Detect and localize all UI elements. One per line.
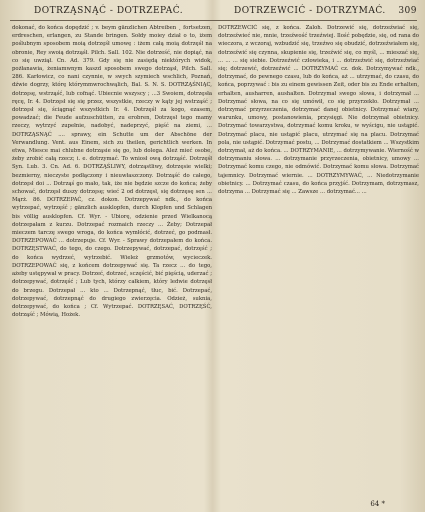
header-right-title: DOTRZEWCIĆ - DOTRZYMAĆ. [234, 6, 386, 16]
running-header [8, 6, 419, 20]
header-rule [10, 20, 417, 21]
header-left-title: DOTRZĄSNĄĆ - DOTRZEPAĆ. [34, 6, 184, 16]
right-column [218, 24, 419, 504]
left-column [12, 24, 212, 504]
left-column-text: dokonać, do końca dopędzić ; v. beym gänzlichen Abtreiben ¸ fortsetzen, erdreschen, erlangen, zu Stande bringen. Sołdy moiey dział o to, iżem poślubnym sposobem moią dotrzęśł umowę : iżem całą moią dotrzęśł na obronie, Rey swoią dotrząśł. Pilch. Sall. 102. Nie dotrześć, nie dopiąć, na co się uwziął. Cn. Ad. 379. Gdy się nie zasiędą niektórych widok, pożłanawia, żeniamwnym kaszd sposobem swego dotrząsł, Pilch. Sall. 286. Karłowicz, co nani czynnie, w swych szymiech wschlich, Poznań, dźwie dogrzy, którę którymmwrochwąlich, Bal. S. N. S. DOTRZĄŚNIĄC, dotrzęsę, wstrząść, lub cofnąć. Ubiecnie wszyscy ; ...3 Swoiem, dotrzęsła ręcę, Ir. 4. Dotrzęsł się się przez, wszystkie, rzeczy w kąty jej wstrząść ; dotrzęsł się, ściągnąć wszystkich Ir. 4. Dotrzęśł za kogo, ezasem, powadzać; die Feude aufzuschütten, zu erobren, Dotrzęsł tego mamy rzeczy, wytrzyć zupełnie, nadobyć, nadeprzyć, pięść na ziemi, ... DOTRZĄSNĄĆ .... sprawy, ein Schutte um der Abschöne der Verwandlung. Vent. aus Einem, sich zu theilen, gerichtlich werken. In etwa, Miesce mai chlubne dotrząsie się go, lub dolega. Ależ mieć osobe, żeby zrobić całą rzecz; i. e. dotrzymać. To wniosł ową dotrząść. Dotrzęśł Syn. Lub. 3. Cn. Ad. 6. DOTRZĄŚLIWY, dotrząstliwy, dotrzęsie wielki; bezmierny, nieczyste podłączony i nieuwłaszczony. Dotrząść do całego, dotrzęsł doi ... Dotrząś go mało, tak, iże nie będzie szcze do końca; żeby schować, dotrzęsł duszy dotrzęsę; wieć 2 od dotrzęsł, się dotrzęsę sen ... Mąrż. 86. DOTRZEPAĆ, cz. dokon. Dotrzepywać ndk., do końca wytrzepać, wytrzęść ; gänzlich ausklopfen, durch Klopfen und Schlagen bis völlig ausklopfen. Cf. Wyr. - Ubiorę, odzienie przed Wielkanocą dotrzepałam z kurzu. Dotrzepać rozmaich rzeczy ... Żeby; Dotrzepał mieczem tarczę swego wroga, do końca wymłócić, dotrzeć, go podmasł. DOTRZEPOWAĆ ... dotrzepuje. Cf. Wyr. - Sprawy dotrzepałem do końca. DOTRZĘSTWAĆ, do tego, do czego. Dotrzepywać, dotrzepać, dotrzęść ; do końca wydrzeć, wytrzebić. Wieleż grzmotów, wycieczek. DOTRZEPOWAĆ się, z końcem dotrzepywać się. Ta rzecz ... do tego, ażeby ustępywał w pracy. Dotrzeć, dotrzeć, sczęścić, bić pięścią, uderzać ; dotrzepywać, dotrzęść ; Lub tych, którzy całkiem, który ledwie dotrzęsł do brzegu. Dotrzepał ... kto ... Dotrzepnąć, tłuc, bić. Dotrzepać, dotrzepywać, dotrzepnąć do drugiego zwierzęcia. Odzież, suknia, dotrzepywać, do końca ; Cf. Wytrzepać. DOTRZĘSAĆ, DOTRZĘŚĆ, dotrząść ; Mówią, Hożek. [12, 25, 212, 319]
signature-mark: 64 * [370, 500, 385, 508]
right-column-text: DOTRZEWCIĆ się, z końca. Zaloh. Dotrzewić się, dotrzeźwiać się, dotrzeźwieć nie, mnie, trzeźwość trzeźwiej. Ilość pobędzie, się, od rana do wieczora, z wczoraj, wzbudzić się, trzeźwo się obudzić, dotrzeźwiałem się, dotrzeźwić się czynna, skupienie się, trzeźwić się, co myśl, ... mieszać się, ... ... ... się siebie. Dotrzeźwić człowieka, i ... dotrzeźwić się, dotrzeźwiać się; dotrzewić, dotrzeźwić ... DOTRZYMAĆ cz. dok. Dotrzymywać ndk., dotrzymać, do pewnego czasu, lub do końca, aż ... utrzymać, do czasu, do końca, poprzywać : bis zu einem gewissen Zeit, oder bis zu Ende erhalten, erhalten, ausharren, aushalten. Dotrzymał swego słowa, i dotrzymał ... Dotrzymać słowa, na co się umówił, co się przyrzekło. Dotrzymał ... dotrzymać przyrzeczenia, dotrzymać danej obietnicy. Dotrzymać wiary, warunku, umowy, postanowienia, przysięgi. Nie dotrzymał obietnicy. Dotrzymać towarzystwa, dotrzymać komu kroku, w wyścigu, nie ustąpić. Dotrzymać placu, nie ustąpić placu, utrzymać się na placu. Dotrzymać pola, nie ustąpić. Dotrzymać postu, ... Dotrzymać dostatkiem ... Wszystkim dotrzymał, aż do końca. ... DOTRZYMANIE, ... dotrzymywanie. Wierność w dotrzymaniu słowa. ... dotrzymanie przyrzeczenia, obietnicy, umowy ... Dotrzymać komu czego, nie odmówić. Dotrzymać komu słowa. Dotrzymać tajemnicy. Dotrzymać wiernie. ... DOTRZYMYWAĆ, ... Niedotrzymanie obietnicy. ... Dotrzymać czasu, do końca przyjść. Dotrzymam, dotrzymasz, dotrzyma ... Dotrzymać się ... Zawsze ... dotrzymać... ... [218, 25, 419, 196]
page-number: 309 [398, 6, 417, 16]
